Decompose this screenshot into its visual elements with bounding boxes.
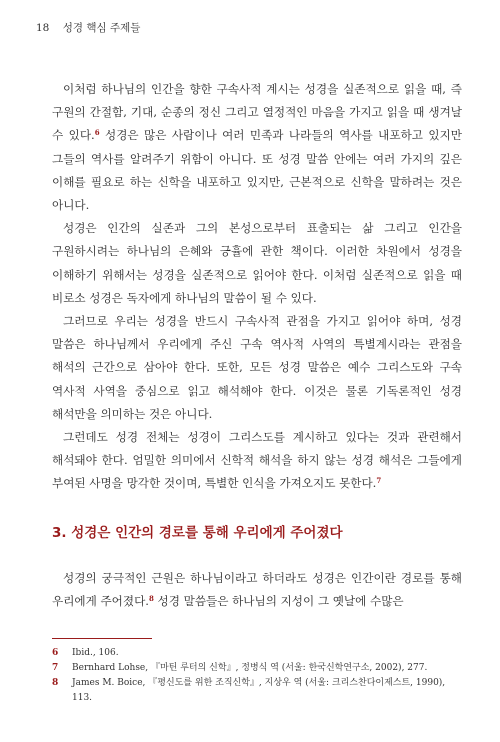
- section-number: 3: [52, 525, 62, 541]
- footnote-number: 6: [52, 648, 59, 658]
- footnote-text: James M. Boice, 『평신도를 위한 조직신학』, 지상우 역 (서울: 크리스찬다이제스트, 1990), 113.: [72, 678, 446, 703]
- footnote-text: Bernhard Lohse, 『마틴 루터의 신학』, 정병식 역 (서울: 한국신학연구소, 2002), 277.: [72, 663, 428, 673]
- footnote-ref-6[interactable]: 6: [94, 128, 100, 138]
- section-body: [52, 567, 462, 613]
- paragraph-4: 그런데도 성경 전체는 성경이 그리스도를 계시하고 있다는 것과 관련해서 해석돼야 한다. 엄밀한 의미에서 신학적 해석을 하지 않는 성경 해석은 그들에게 부여된 사명을 망각한 것이며, 특별한 인식을 가져오지도 못한다.$^7$: [52, 430, 462, 491]
- footnote-7: [52, 661, 462, 676]
- footnote-ref-8[interactable]: 8: [148, 594, 154, 604]
- running-header: [36, 20, 140, 35]
- footnote-8: [52, 676, 462, 706]
- page-number: 18: [36, 22, 50, 34]
- footnote-number: 7: [52, 663, 59, 673]
- footnotes: [52, 646, 462, 706]
- book-title: 성경 핵심 주제들: [62, 22, 141, 34]
- section-title: 성경은 인간의 경로를 통해 우리에게 주어졌다: [71, 525, 343, 541]
- section-heading: 3. 성경은 인간의 경로를 통해 우리에게 주어졌다: [52, 525, 343, 541]
- footnote-text: Ibid., 106.: [72, 648, 119, 658]
- paragraph-1: 이처럼 하나님의 인간을 향한 구속사적 계시는 성경을 실존적으로 읽을 때, 즉 구원의 간절함, 기대, 순종의 정신 그리고 열정적인 마음을 가지고 읽을 때 생겨날 수 있다.$^6$ 성경은 많은 사람이나 여러 민족과 나라들의 역사를 내포하고 있지만 그들의 역사를 알려주기 위함이 아니다. 또 성경 말씀 안에는 여러 가지의 깊은 이해를 필요로 하는 신학을 내포하고 있지만, 근본적으로 신학을 말하려는 것은 아니다.: [52, 82, 462, 213]
- footnote-number: 8: [52, 678, 59, 688]
- body-text: [52, 78, 462, 496]
- footnote-6: [52, 646, 462, 661]
- footnote-divider: [52, 638, 152, 639]
- paragraph-3: 그러므로 우리는 성경을 반드시 구속사적 관점을 가지고 읽어야 하며, 성경 말씀은 하나님께서 우리에게 주신 구속 역사적 사역의 특별계시라는 관점을 해석의 근간으로 삼아야 한다. 또한, 모든 성경 말씀은 예수 그리스도와 구속 역사적 사역을 중심으로 읽고 해석해야 한다. 이것은 물론 기독론적인 성경 해석만을 의미하는 것은 아니다.: [52, 314, 462, 421]
- paragraph-2: 성경은 인간의 실존과 그의 본성으로부터 표출되는 삶 그리고 인간을 구원하시려는 하나님의 은혜와 긍휼에 관한 책이다. 이러한 차원에서 성경을 이해하기 위해서는 성경을 실존적으로 읽어야 한다. 이처럼 실존적으로 읽을 때 비로소 성경은 독자에게 하나님의 말씀이 될 수 있다.: [52, 221, 462, 305]
- section-paragraph: 성경의 궁극적인 근원은 하나님이라고 하더라도 성경은 인간이란 경로를 통해 우리에게 주어졌다.$^8$ 성경 말씀들은 하나님의 지성이 그 옛날에 수많은: [52, 571, 462, 609]
- footnote-ref-7[interactable]: 7: [376, 476, 382, 486]
